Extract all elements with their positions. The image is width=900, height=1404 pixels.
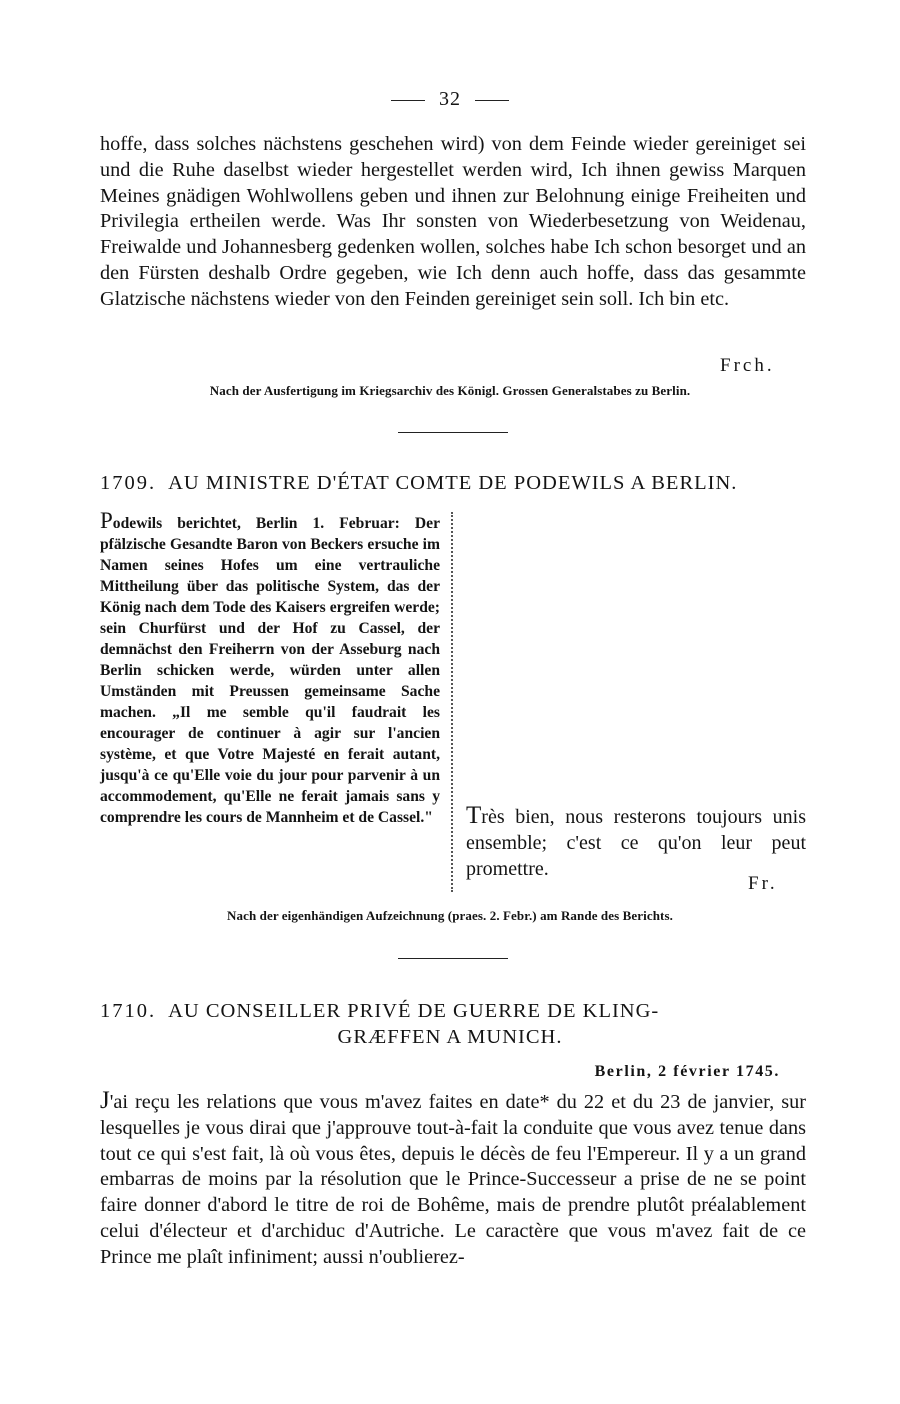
- letter-1709-number: 1709.: [100, 472, 157, 494]
- letter-1709-king-reply: [466, 803, 806, 882]
- reply-dropcap: T: [466, 802, 482, 829]
- letter-1710-body: 'ai reçu les relations que vous m'avez faites en date* du 22 et du 23 de janvier, sur lesquelles je vous dirai que j'approuve tout-à-fait la conduite que vous avez tenue dans tout ce qui s'est fait, là où vous êtes, depuis le décès de feu l'Empereur. Il y a un grand embarras de moins par la résolution que le Prince-Successeur a prise de ne se point faire donner d'abord le titre de roi de Bohême, mais de prendre plutôt préalablement celui d'électeur et d'archiduc d'Autriche. Le caractère que vous m'avez fait de ce Prince me plaît infiniment; aussi n'oublierez-: [100, 1091, 806, 1268]
- section-divider-1: [398, 432, 508, 433]
- continued-letter-paragraph: hoffe, dass solches nächstens geschehen wird) von dem Feinde wieder gereiniget sei und die Ruhe daselbst wieder hergestellet werden wird, Ich ihnen gewiss Marquen Meines gnädigen Wohlwollens geben und ihnen zur Belohnung einige Freiheiten und Privilegia ertheilen werde. Was Ihr sonsten von Wiederbesetzung von Weidenau, Freiwalde und Johannesberg gedenken wollen, solches habe Ich schon besorget und an den Fürsten deshalb Ordre gegeben, wie Ich denn auch hoffe, dass das gesammte Glatzische nächstens wieder von den Feinden gereiniget sein soll. Ich bin etc.: [100, 133, 806, 310]
- letter-1709-title: AU MINISTRE D'ÉTAT COMTE DE PODEWILS A BERLIN.: [168, 472, 738, 494]
- section-divider-2: [398, 958, 508, 959]
- letter-1710-title-line2: GRÆFFEN A MUNICH.: [337, 1026, 563, 1048]
- summary-dropcap: P: [100, 508, 113, 533]
- page-number-right-rule: [475, 100, 509, 101]
- letter-1710-text: [100, 1088, 806, 1271]
- letter-1710-title-line1: AU CONSEILLER PRIVÉ DE GUERRE DE KLING-: [168, 1000, 660, 1022]
- summary-text: odewils berichtet, Berlin 1. Februar: Der pfälzische Gesandte Baron von Beckers ersuche im Namen seines Hofes um eine vertrauliche Mittheilung über das politische System, das der König nach dem Tode des Kaisers ergreifen werde; sein Churfürst und der Hof zu Cassel, der demnächst den Freiherrn von der Asseburg nach Berlin schicken werde, würden unter allen Umständen mit Preussen gemeinsame Sache machen. „Il me semble qu'il faudrait les encourager de continuer à agir sur l'ancien système, et que Votre Majesté en ferait autant, jusqu'à ce qu'Elle voie du jour pour parvenir à un accommodement, qu'Elle ne ferait jamais sans y comprendre les cours de Mannheim et de Cassel.": [100, 515, 440, 826]
- letter-1709-report-summary: [100, 510, 440, 828]
- signature-fr: Fr.: [748, 873, 778, 894]
- source-note-1: Nach der Ausfertigung im Kriegsarchiv des Königl. Grossen Generalstabes zu Berlin.: [209, 383, 691, 398]
- page-number-left-rule: [391, 100, 425, 101]
- source-note-2: Nach der eigenhändigen Aufzeichnung (praes. 2. Febr.) am Rande des Berichts.: [226, 908, 673, 923]
- margin-dotted-separator: [451, 512, 453, 892]
- page-number: [0, 88, 900, 111]
- letter-1710-heading: [100, 998, 806, 1024]
- page-number-text: 32: [439, 88, 461, 110]
- letter-1710-dateline: Berlin, 2 février 1745.: [594, 1063, 780, 1080]
- reply-text: rès bien, nous resterons toujours unis ensemble; c'est ce qu'on leur peut promettre.: [466, 806, 806, 880]
- signature-frch: Frch.: [720, 355, 775, 376]
- letter-1710-dropcap: J: [100, 1087, 110, 1114]
- letter-1710-number: 1710.: [100, 1000, 157, 1022]
- letter-1709-heading: [100, 470, 806, 496]
